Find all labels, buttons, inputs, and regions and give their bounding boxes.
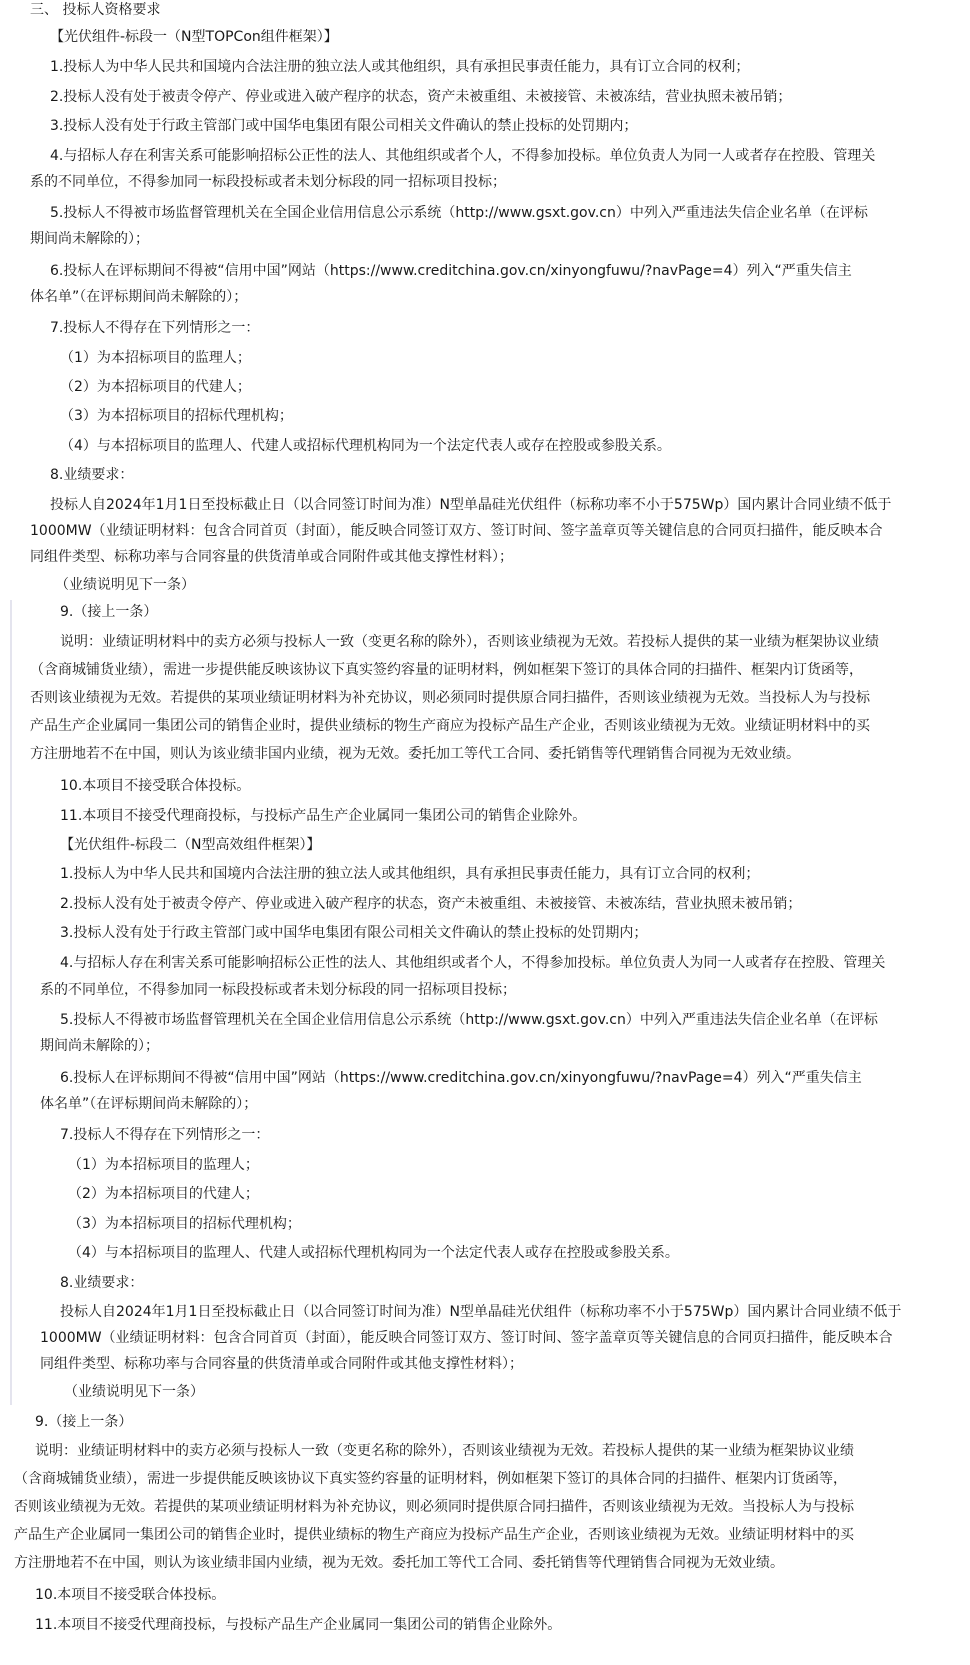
lot1-item-8-line1: 投标人自2024年1月1日至投标截止日（以合同签订时间为准）N型单晶硅光伏组件（标称功率不小于575Wp）国内累计合同业绩不低于 <box>50 497 892 513</box>
lot1-item-5-line1: 5.投标人不得被市场监督管理机关在全国企业信用信息公示系统（http://www.gsxt.gov.cn）中列入严重违法失信企业名单（在评标 <box>50 205 868 221</box>
lot2-item-6-line1: 6.投标人在评标期间不得被“信用中国”网站（https://www.creditchina.gov.cn/xinyongfuwu/?navPage=4）列入“严重失信主 <box>60 1070 862 1086</box>
lot1-item-6-line1: 6.投标人在评标期间不得被“信用中国”网站（https://www.creditchina.gov.cn/xinyongfuwu/?navPage=4）列入“严重失信主 <box>50 263 852 279</box>
lot2-item-8: 8.业绩要求： <box>60 1275 144 1291</box>
lot2-item-5-line2: 期间尚未解除的）； <box>40 1038 159 1054</box>
lot2-item-5-line1: 5.投标人不得被市场监督管理机关在全国企业信用信息公示系统（http://www.gsxt.gov.cn）中列入严重违法失信企业名单（在评标 <box>60 1012 878 1028</box>
lot1-item-7c: （3）为本招标项目的招标代理机构； <box>60 408 293 424</box>
lot2-item-8-line1: 投标人自2024年1月1日至投标截止日（以合同签订时间为准）N型单晶硅光伏组件（标称功率不小于575Wp）国内累计合同业绩不低于 <box>60 1304 902 1320</box>
lot1-heading: 【光伏组件-标段一（N型TOPCon组件框架）】 <box>50 29 338 45</box>
lot2-item-9-line5: 方注册地若不在中国，则认为该业绩非国内业绩，视为无效。委托加工等代工合同、委托销售等代理销售合同视为无效业绩。 <box>14 1555 784 1571</box>
lot1-item-7: 7.投标人不得存在下列情形之一： <box>50 320 260 336</box>
lot1-item-5-line2: 期间尚未解除的）； <box>30 231 149 247</box>
lot2-item-11: 11.本项目不接受代理商投标，与投标产品生产企业属同一集团公司的销售企业除外。 <box>35 1617 562 1633</box>
lot2-item-9-line2: （含商城铺货业绩），需进一步提供能反映该协议下真实签约容量的证明材料，例如框架下签订的具体合同的扫描件、框架内订货函等， <box>14 1471 847 1487</box>
lot1-item-11: 11.本项目不接受代理商投标，与投标产品生产企业属同一集团公司的销售企业除外。 <box>60 808 587 824</box>
lot1-item-9-line1: 说明：业绩证明材料中的卖方必须与投标人一致（变更名称的除外），否则该业绩视为无效。若投标人提供的某一业绩为框架协议业绩 <box>60 634 879 650</box>
lot2-item-7c: （3）为本招标项目的招标代理机构； <box>68 1216 301 1232</box>
lot2-item-6-line2: 体名单”（在评标期间尚未解除的）； <box>40 1096 258 1112</box>
lot1-item-7a: （1）为本招标项目的监理人； <box>60 350 251 366</box>
lot1-item-8-line2: 1000MW（业绩证明材料：包含合同首页（封面），能反映合同签订双方、签订时间、签字盖章页等关键信息的合同页扫描件，能反映本合 <box>30 523 883 539</box>
lot2-item-3: 3.投标人没有处于行政主管部门或中国华电集团有限公司相关文件确认的禁止投标的处罚期内； <box>60 925 648 941</box>
lot1-item-3: 3.投标人没有处于行政主管部门或中国华电集团有限公司相关文件确认的禁止投标的处罚期内； <box>50 118 638 134</box>
lot1-item-9-line3: 否则该业绩视为无效。若提供的某项业绩证明材料为补充协议，则必须同时提供原合同扫描件，否则该业绩视为无效。当投标人为与投标 <box>30 690 870 706</box>
section-title: 三、 投标人资格要求 <box>30 2 161 18</box>
quote-bar <box>10 600 12 1405</box>
lot2-item-10: 10.本项目不接受联合体投标。 <box>35 1587 226 1603</box>
lot2-item-2: 2.投标人没有处于被责令停产、停业或进入破产程序的状态，资产未被重组、未被接管、未被冻结，营业执照未被吊销； <box>60 896 802 912</box>
lot2-item-9-line1: 说明：业绩证明材料中的卖方必须与投标人一致（变更名称的除外），否则该业绩视为无效。若投标人提供的某一业绩为框架协议业绩 <box>35 1443 854 1459</box>
lot1-item-2: 2.投标人没有处于被责令停产、停业或进入破产程序的状态，资产未被重组、未被接管、未被冻结，营业执照未被吊销； <box>50 89 792 105</box>
lot2-item-8-note: （业绩说明见下一条） <box>64 1384 204 1400</box>
lot2-item-8-line2: 1000MW（业绩证明材料：包含合同首页（封面），能反映合同签订双方、签订时间、签字盖章页等关键信息的合同页扫描件，能反映本合 <box>40 1330 893 1346</box>
lot1-item-8-line3: 同组件类型、标称功率与合同容量的供货清单或合同附件或其他支撑性材料）； <box>30 549 513 565</box>
lot2-item-9: 9.（接上一条） <box>35 1414 133 1430</box>
lot2-item-4-line1: 4.与招标人存在利害关系可能影响招标公正性的法人、其他组织或者个人，不得参加投标。单位负责人为同一人或者存在控股、管理关 <box>60 955 886 971</box>
lot1-item-9-line4: 产品生产企业属同一集团公司的销售企业时，提供业绩标的物生产商应为投标产品生产企业，否则该业绩视为无效。业绩证明材料中的买 <box>30 718 870 734</box>
lot1-item-7b: （2）为本招标项目的代建人； <box>60 379 251 395</box>
lot1-item-8-note: （业绩说明见下一条） <box>55 577 195 593</box>
lot1-item-4-line1: 4.与招标人存在利害关系可能影响招标公正性的法人、其他组织或者个人，不得参加投标。单位负责人为同一人或者存在控股、管理关 <box>50 148 876 164</box>
lot2-item-1: 1.投标人为中华人民共和国境内合法注册的独立法人或其他组织，具有承担民事责任能力，具有订立合同的权利； <box>60 866 760 882</box>
lot2-heading: 【光伏组件-标段二（N型高效组件框架）】 <box>60 837 321 853</box>
lot1-item-9: 9.（接上一条） <box>60 604 158 620</box>
lot1-item-1: 1.投标人为中华人民共和国境内合法注册的独立法人或其他组织，具有承担民事责任能力，具有订立合同的权利； <box>50 59 750 75</box>
lot1-item-9-line5: 方注册地若不在中国，则认为该业绩非国内业绩，视为无效。委托加工等代工合同、委托销售等代理销售合同视为无效业绩。 <box>30 746 800 762</box>
lot1-item-4-line2: 系的不同单位，不得参加同一标段投标或者未划分标段的同一招标项目投标； <box>30 174 506 190</box>
lot1-item-8: 8.业绩要求： <box>50 467 134 483</box>
lot1-item-7d: （4）与本招标项目的监理人、代建人或招标代理机构同为一个法定代表人或存在控股或参股关系。 <box>60 438 671 454</box>
lot1-item-10: 10.本项目不接受联合体投标。 <box>60 778 251 794</box>
lot1-item-6-line2: 体名单”（在评标期间尚未解除的）； <box>30 289 248 305</box>
lot2-item-4-line2: 系的不同单位，不得参加同一标段投标或者未划分标段的同一招标项目投标； <box>40 982 516 998</box>
lot2-item-7a: （1）为本招标项目的监理人； <box>68 1157 259 1173</box>
lot2-item-7d: （4）与本招标项目的监理人、代建人或招标代理机构同为一个法定代表人或存在控股或参股关系。 <box>68 1245 679 1261</box>
lot2-item-9-line4: 产品生产企业属同一集团公司的销售企业时，提供业绩标的物生产商应为投标产品生产企业，否则该业绩视为无效。业绩证明材料中的买 <box>14 1527 854 1543</box>
lot2-item-8-line3: 同组件类型、标称功率与合同容量的供货清单或合同附件或其他支撑性材料）； <box>40 1356 523 1372</box>
lot1-item-9-line2: （含商城铺货业绩），需进一步提供能反映该协议下真实签约容量的证明材料，例如框架下签订的具体合同的扫描件、框架内订货函等， <box>30 662 863 678</box>
lot2-item-7: 7.投标人不得存在下列情形之一： <box>60 1127 270 1143</box>
lot2-item-7b: （2）为本招标项目的代建人； <box>68 1186 259 1202</box>
lot2-item-9-line3: 否则该业绩视为无效。若提供的某项业绩证明材料为补充协议，则必须同时提供原合同扫描件，否则该业绩视为无效。当投标人为与投标 <box>14 1499 854 1515</box>
